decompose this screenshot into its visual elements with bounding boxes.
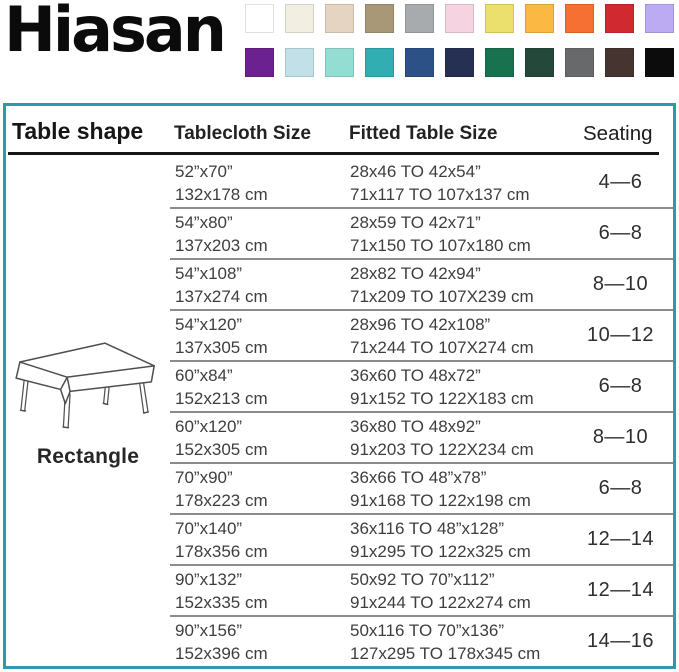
tablecloth-size-cm: 132x178 cm [175,184,268,204]
fitted-size-cell [350,262,568,308]
color-swatch-dark-navy [445,48,474,77]
table-row [170,158,673,209]
seating-range: 10—12 [587,324,654,346]
tablecloth-size-cm: 178x356 cm [175,541,268,561]
fitted-size-inches: 50x92 TO 70”x112” [350,569,495,589]
tablecloth-size-cell [175,313,350,359]
brand-logo: Hiasan [4,0,224,66]
tablecloth-size-cm: 137x305 cm [175,337,268,357]
tablecloth-size-cell [175,262,350,308]
fitted-size-inches: 28x82 TO 42x94” [350,263,481,283]
tablecloth-size-cell [175,517,350,563]
color-swatch-pink [445,4,474,33]
color-swatch-beige [325,4,354,33]
table-row [170,566,673,617]
header-tablecloth-size: Tablecloth Size [174,123,311,144]
tablecloth-size-cm: 152x335 cm [175,592,268,612]
color-swatch-teal [365,48,394,77]
color-swatch-black [645,48,674,77]
fitted-size-cell [350,517,568,563]
tablecloth-size-cm: 152x213 cm [175,388,268,408]
fitted-size-cm: 71x150 TO 107x180 cm [350,235,531,255]
color-swatch-lavender [645,4,674,33]
table-row [170,464,673,515]
fitted-size-cm: 91x295 TO 122x325 cm [350,541,531,561]
color-swatch-aqua [325,48,354,77]
header-table-shape: Table shape [12,118,144,144]
tablecloth-size-cell [175,619,350,665]
color-swatch-marigold [525,4,554,33]
tablecloth-size-cell [175,415,350,461]
tablecloth-size-cell [175,466,350,512]
fitted-size-inches: 28x96 TO 42x108” [350,314,491,334]
color-swatch-orange [565,4,594,33]
seating-range: 8—10 [592,273,649,295]
tablecloth-size-inches: 54”x120” [175,314,243,334]
table-row [170,413,673,464]
fitted-size-cm: 127x295 TO 178x345 cm [350,643,541,663]
seating-range: 14—16 [587,630,654,652]
fitted-size-cm: 91x168 TO 122x198 cm [350,490,531,510]
fitted-size-cm: 71x209 TO 107X239 cm [350,286,534,306]
table-row [170,362,673,413]
table-row [170,209,673,260]
color-swatch-khaki [365,4,394,33]
table-row [170,260,673,311]
seating-range: 6—8 [598,222,643,244]
table-shape-column [6,144,170,652]
fitted-size-cm: 91x152 TO 122X183 cm [350,388,534,408]
table-row [170,311,673,362]
fitted-size-cell [350,313,568,359]
tablecloth-size-inches: 60”x120” [175,416,243,436]
tablecloth-size-cm: 152x305 cm [175,439,268,459]
fitted-size-cell [350,364,568,410]
fitted-size-inches: 36x116 TO 48”x128” [350,518,505,538]
fitted-size-cell [350,568,568,614]
color-swatch-green [485,48,514,77]
tablecloth-size-inches: 54”x108” [175,263,243,283]
size-chart [3,103,676,669]
color-swatch-ivory [285,4,314,33]
seating-range: 6—8 [598,375,643,397]
color-palette [245,4,674,77]
color-swatch-red [605,4,634,33]
seating-range: 12—14 [587,579,654,601]
fitted-size-cell [350,466,568,512]
tablecloth-size-cm: 137x203 cm [175,235,268,255]
fitted-size-inches: 50x116 TO 70”x136” [350,620,505,640]
color-swatch-dark-green [525,48,554,77]
fitted-size-cell [350,211,568,257]
fitted-size-inches: 28x46 TO 42x54” [350,161,481,181]
header-fitted-table-size: Fitted Table Size [349,123,498,144]
tablecloth-size-inches: 70”x90” [175,467,233,487]
tablecloth-size-inches: 70”x140” [175,518,243,538]
tablecloth-size-inches: 60”x84” [175,365,233,385]
fitted-size-cell [350,415,568,461]
tablecloth-size-cm: 178x223 cm [175,490,268,510]
fitted-size-cm: 71x244 TO 107X274 cm [350,337,534,357]
color-swatch-light-gray [405,4,434,33]
tablecloth-size-cell [175,364,350,410]
tablecloth-size-inches: 54”x80” [175,212,233,232]
header-seating: Seating [583,122,653,145]
fitted-size-cell [350,160,568,206]
fitted-size-cm: 91x203 TO 122X234 cm [350,439,534,459]
rectangle-tablecloth-icon [12,328,164,432]
table-row [170,617,673,666]
color-swatch-light-blue [285,48,314,77]
tablecloth-size-inches: 90”x132” [175,569,243,589]
fitted-size-cm: 71x117 TO 107x137 cm [350,184,530,204]
color-swatch-white [245,4,274,33]
table-row [170,515,673,566]
fitted-size-cm: 91x244 TO 122x274 cm [350,592,531,612]
tablecloth-size-inches: 90”x156” [175,620,243,640]
fitted-size-cell [350,619,568,665]
tablecloth-size-cm: 137x274 cm [175,286,268,306]
seating-range: 6—8 [598,477,643,499]
tablecloth-size-cell [175,160,350,206]
size-rows [170,158,673,666]
size-chart-body [6,158,673,666]
seating-range: 4—6 [598,171,643,193]
color-swatch-gray [565,48,594,77]
shape-label: Rectangle [36,444,140,468]
fitted-size-inches: 36x60 TO 48x72” [350,365,481,385]
fitted-size-inches: 36x66 TO 48”x78” [350,467,487,487]
fitted-size-inches: 36x80 TO 48x92” [350,416,481,436]
fitted-size-inches: 28x59 TO 42x71” [350,212,481,232]
tablecloth-size-inches: 52”x70” [175,161,233,181]
color-swatch-navy [405,48,434,77]
tablecloth-size-cell [175,211,350,257]
seating-range: 8—10 [592,426,649,448]
tablecloth-size-cell [175,568,350,614]
color-swatch-brown [605,48,634,77]
color-swatch-yellow [485,4,514,33]
tablecloth-size-cm: 152x396 cm [175,643,268,663]
seating-range: 12—14 [587,528,654,550]
color-swatch-purple [245,48,274,77]
